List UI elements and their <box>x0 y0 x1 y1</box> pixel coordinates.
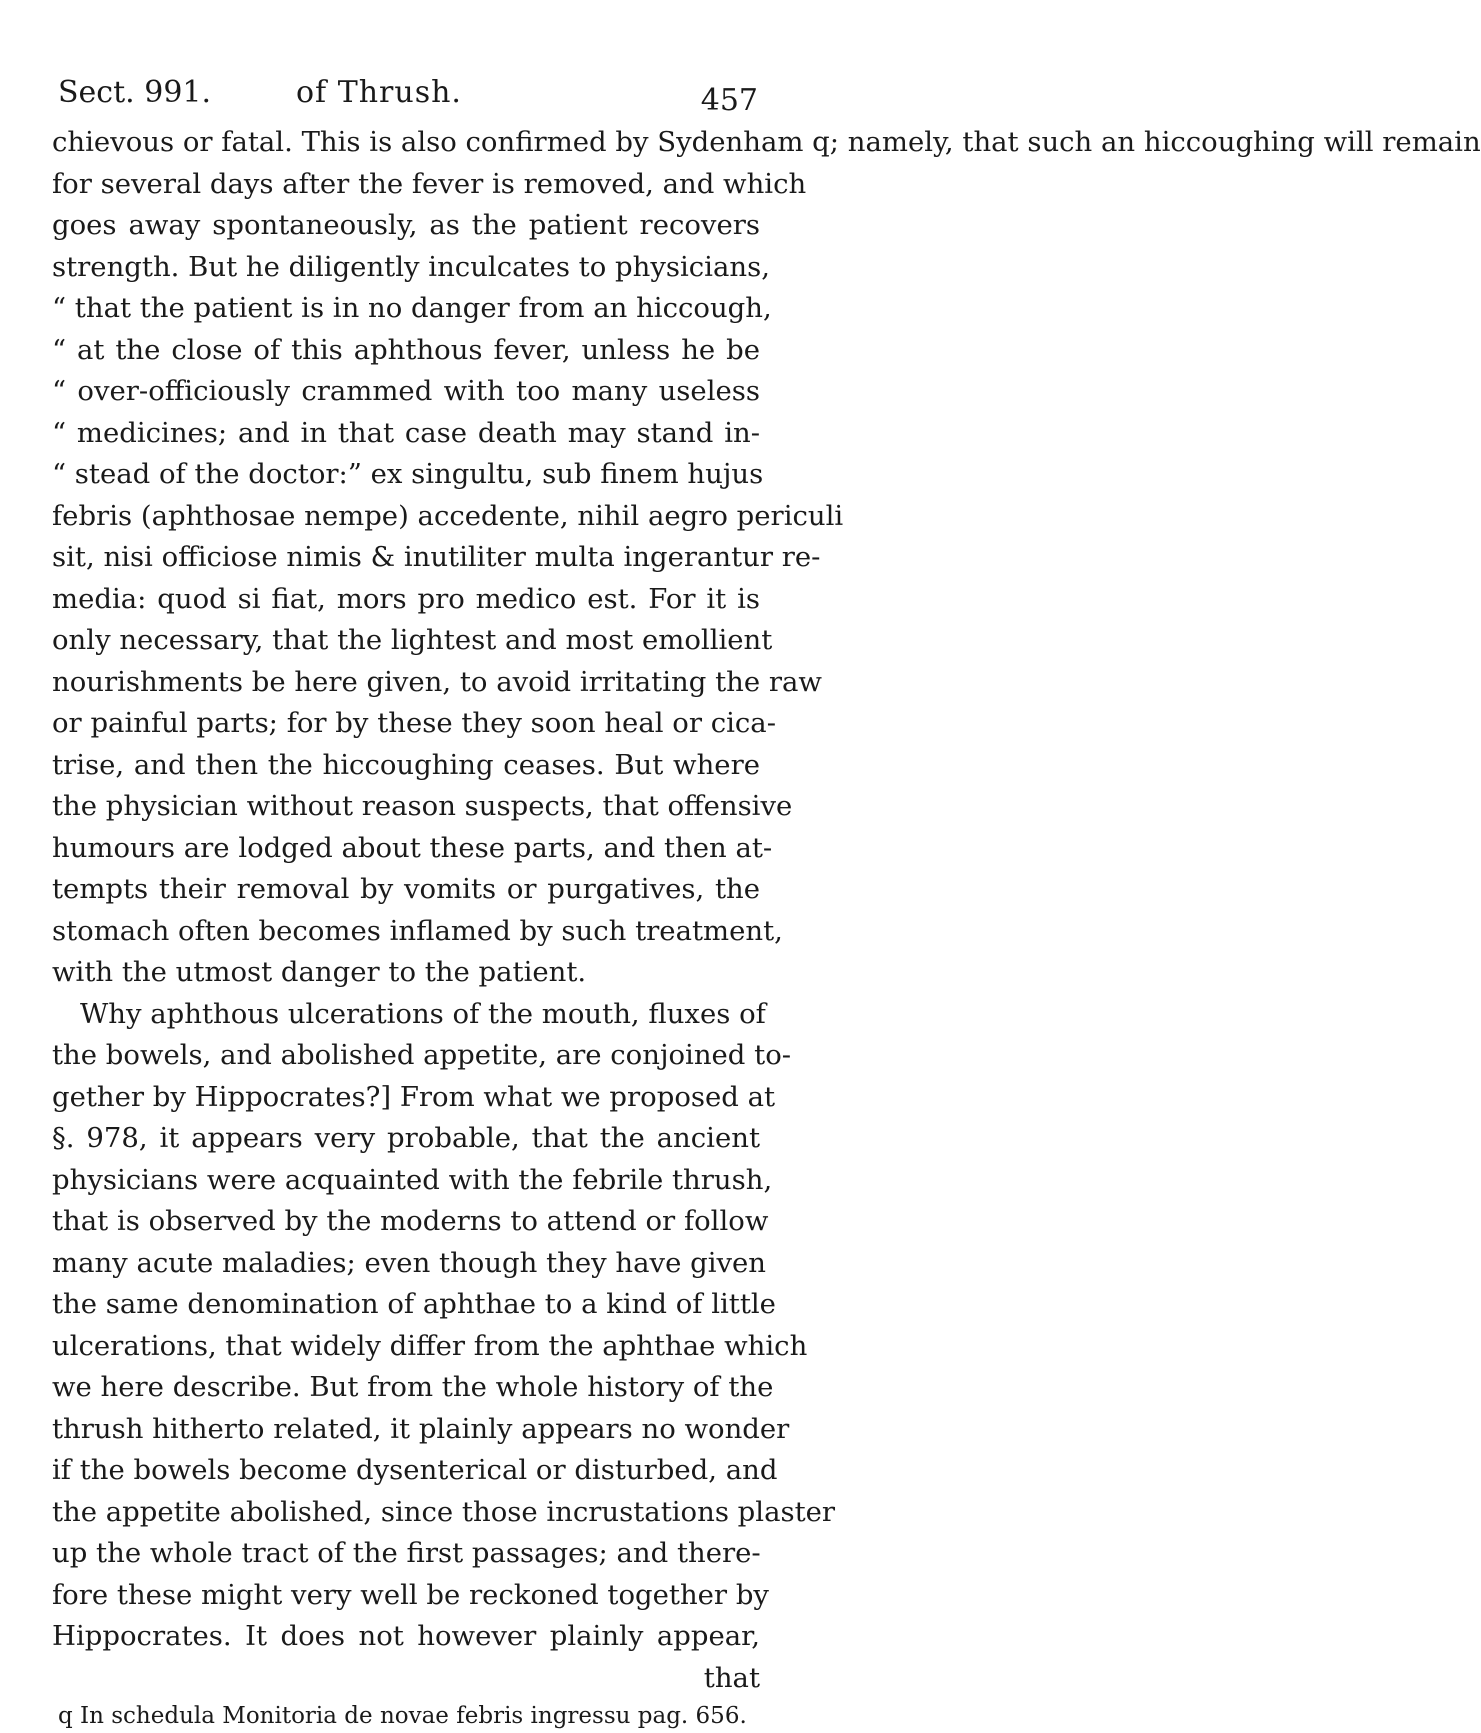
text-line: we here describe. But from the whole history of the <box>52 1371 774 1403</box>
text-line: “ at the close of this aphthous fever, unless he be <box>52 333 760 366</box>
text-line: §. 978, it appears very probable, that the ancient <box>52 1122 760 1154</box>
text-line: gether by Hippocrates?] From what we proposed at <box>52 1080 776 1113</box>
text-line: the physician without reason suspects, that offensive <box>52 790 793 822</box>
text-line: physicians were acquainted with the febrile thrush, <box>52 1163 773 1196</box>
text-line: stomach often becomes inflamed by such treatment, <box>52 914 783 947</box>
text-line: that is observed by the moderns to attend or follow <box>52 1205 769 1237</box>
text-line: with the utmost danger to the patient. <box>52 956 587 988</box>
running-head <box>52 68 760 118</box>
text-line: sit, nisi officiose nimis & inutiliter multa ingerantur re- <box>52 541 821 573</box>
text-line: only necessary, that the lightest and most emollient <box>52 624 773 656</box>
text-line: “ medicines; and in that case death may stand in- <box>52 416 760 449</box>
text-line: “ that the patient is in no danger from an hiccough, <box>52 292 772 324</box>
text-line: goes away spontaneously, as the patient recovers <box>52 209 760 241</box>
text-line: febris (aphthosae nempe) accedente, nihil aegro periculi <box>52 499 844 532</box>
text-line: or painful parts; for by these they soon heal or cica- <box>52 707 776 739</box>
text-line: “ over-officiously crammed with too many useless <box>52 375 760 407</box>
text-line: up the whole tract of the first passages; and there- <box>52 1537 761 1569</box>
text-line: thrush hitherto related, it plainly appears no wonder <box>52 1412 790 1445</box>
text-line: “ stead of the doctor:” ex singultu, sub finem hujus <box>52 458 764 490</box>
page-number: 457 <box>700 83 758 118</box>
text-line: fore these might very well be reckoned together by <box>52 1578 769 1611</box>
running-title: of Thrush. <box>296 75 462 110</box>
text-line: chievous or fatal. This is also confirmed by Sydenham q; namely, that such an hiccoughing will remain <box>52 126 1481 158</box>
text-line: for several days after the fever is removed, and which <box>52 167 807 200</box>
text-line: Hippocrates. It does not however plainly appear, <box>52 1620 760 1652</box>
text-line: the appetite abolished, since those incrustations plaster <box>52 1495 836 1528</box>
text-line: if the bowels become dysenterical or disturbed, and <box>52 1454 778 1486</box>
text-line: ulcerations, that widely differ from the aphthae which <box>52 1329 808 1362</box>
text-line: humours are lodged about these parts, and then at- <box>52 831 773 864</box>
section-number: Sect. 991. <box>58 75 212 110</box>
catchword: that <box>703 1661 760 1694</box>
text-line: Why aphthous ulcerations of the mouth, fluxes of <box>80 997 766 1030</box>
text-line: many acute maladies; even though they have given <box>52 1246 767 1279</box>
text-line: tempts their removal by vomits or purgatives, the <box>52 873 760 905</box>
text-line: the same denomination of aphthae to a kind of little <box>52 1288 776 1320</box>
text-line: trise, and then the hiccoughing ceases. But where <box>52 748 760 781</box>
text-line: the bowels, and abolished appetite, are conjoined to- <box>52 1039 792 1071</box>
text-line: nourishments be here given, to avoid irritating the raw <box>52 665 822 698</box>
text-line: strength. But he diligently inculcates to physicians, <box>52 250 770 283</box>
footnote: q In schedula Monitoria de novae febris ingressu pag. 656. <box>58 1703 747 1729</box>
body-text <box>52 122 1481 1699</box>
text-line: media: quod si fiat, mors pro medico est. For it is <box>52 582 760 615</box>
